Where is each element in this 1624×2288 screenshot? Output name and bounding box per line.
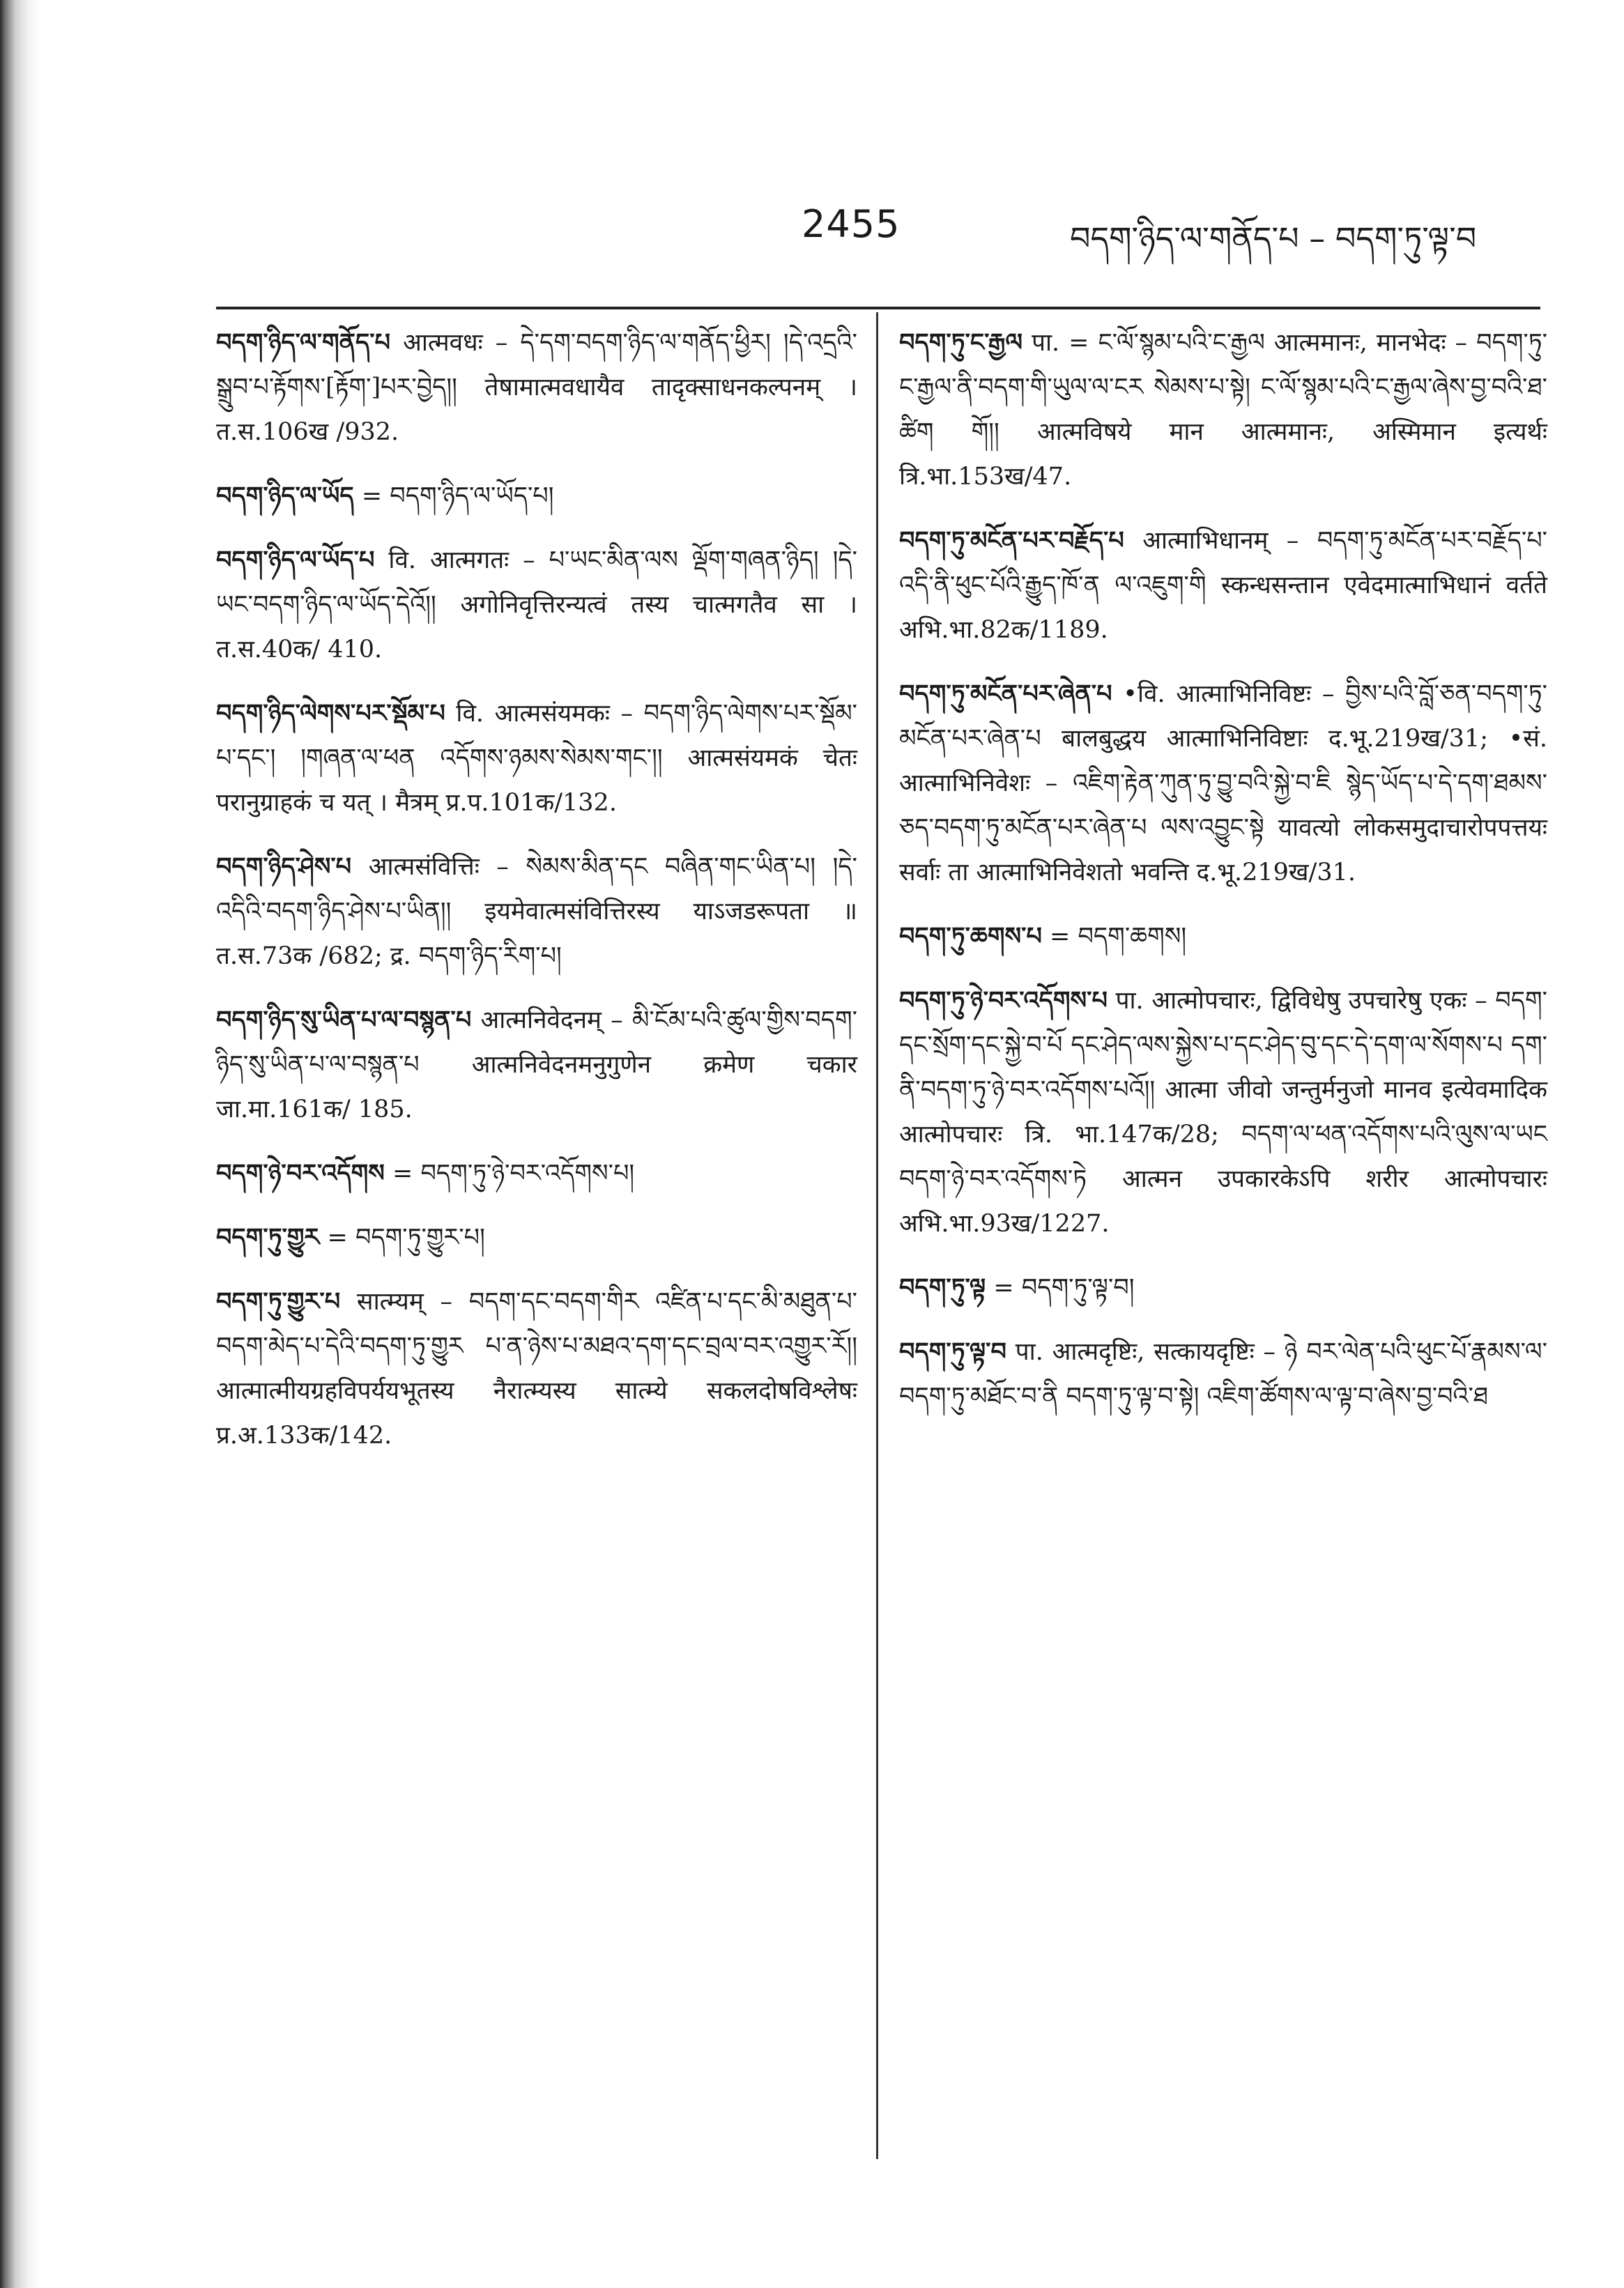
dictionary-entry (899, 1266, 1547, 1310)
dictionary-entry (216, 538, 857, 672)
entry-headword: བདག་ཏུ་ཆགས་པ (899, 922, 1042, 951)
entry-headword: བདག་ཏུ་མངོན་པར་བརྗོད་པ (899, 526, 1124, 555)
entry-body: आत्मवधः – དེ་དག་བདག་ཉིད་ལ་གནོད་ཕྱིར། །དེ་འདྲའི་སྒྲུབ་པ་རྟོགས་[རྟོག་]པར་བྱེད།། तेषामात्मवधायैव तादृक्साधनकल्पनम् । त.स.106ख /932. (216, 329, 857, 446)
entry-body: •वि. आत्माभिनिविष्टः – བྱིས་པའི་བློ་ཅན་བདག་ཏུ་མངོན་པར་ཞེན་པ बालबुद्धय आत्माभिनिविष्टाः द.भू.219ख/31; •सं. आत्माभिनिवेशः – འཇིག་རྟེན་ཀུན་ཏུ་བྱུ་བའི་སྐྱེ་བ་ཇི སྙེད་ཡོད་པ་དེ་དག་ཐམས་ཅད་བདག་ཏུ་མངོན་པར་ཞེན་པ ལས་འབྱུང་སྟེ यावत्यो लोकसमुदाचारोपपत्तयः सर्वाः ता आत्माभिनिवेशतो भवन्ति द.भू.219ख/31. (899, 680, 1547, 886)
left-column (216, 321, 857, 1477)
dictionary-entry (216, 1280, 857, 1458)
dictionary-entry (899, 914, 1547, 959)
entry-headword: བདག་ཏུ་མངོན་པར་ཞེན་པ (899, 680, 1112, 708)
entry-headword: བདག་ཏུ་ཉེ་བར་འདོགས་པ (899, 986, 1108, 1015)
dictionary-entry (216, 1215, 857, 1260)
entry-body: = བདག་ཏུ་ཉེ་བར་འདོགས་པ། (392, 1160, 635, 1188)
entry-headword: བདག་ཏུ་གྱུར (216, 1223, 320, 1252)
entry-body: वि. आत्मसंयमकः – བདག་ཉིད་ལེགས་པར་སྡོམ་པ་དང་། །གཞན་ལ་ཕན འདོགས་ཉམས་སེམས་གང་།། आत्मसंयमकं चेतः परानुग्राहकं च यत् । मैत्रम् प्र.प.101क/132. (216, 700, 857, 817)
running-head: བདག་ཉིད་ལ་གནོད་པ – བདག་ཏུ་ལྟ་བ (1070, 220, 1477, 257)
header-rule (216, 307, 1540, 309)
dictionary-entry (216, 474, 857, 519)
entry-headword: བདག་ཉིད་ལེགས་པར་སྡོམ་པ (216, 699, 445, 728)
dictionary-entry (899, 978, 1547, 1246)
entry-body: वि. आत्मगतः – པ་ཡང་མིན་ལས ལྡོག་གཞན་ཉིད། །དེ་ཡང་བདག་ཉིད་ལ་ཡོད་དེའོ།། अगोनिवृत्तिरन्यत्वं तस्य चात्मगतैव सा । त.स.40क/ 410. (216, 546, 857, 663)
entry-headword: བདག་ཉིད་ལ་གནོད་པ (216, 328, 391, 357)
entry-headword: བདག་ཏུ་ང་རྒྱལ (899, 328, 1023, 357)
right-column (899, 321, 1547, 1438)
entry-body: आत्मसंवित्तिः – སེམས་མིན་དང བཞིན་གང་ཡིན་པ། །དེ་འདིའི་བདག་ཉིད་ཤེས་པ་ཡིན།། इयमेवात्मसंवित्तिरस्य याऽजडरूपता ॥ त.स.73क /682; द्र. བདག་ཉིད་རིག་པ། (216, 853, 857, 970)
entry-headword: བདག་ཉིད་ལ་ཡོད་པ (216, 546, 375, 574)
column-divider (876, 312, 878, 2159)
entry-body: = བདག་ཆགས། (1050, 923, 1187, 951)
page-number: 2455 (802, 202, 901, 246)
dictionary-entry (216, 1151, 857, 1196)
entry-headword: བདག་ཏུ་གྱུར་པ (216, 1287, 341, 1316)
entry-body: पा. आत्मोपचारः, द्विविधेषु उपचारेषु एकः – བདག་དང་སྲོག་དང་སྐྱེ་བ་པོ དང་ཤེད་ལས་སྐྱེས་པ་དང་ཤེད་བུ་དང་དེ་དག་ལ་སོགས་པ དག་ནི་བདག་ཏུ་ཉེ་བར་འདོགས་པའོ།། आत्मा जीवो जन्तुर्मनुजो मानव इत्येवमादिक आत्मोपचारः त्रि. भा.147क/28; བདག་ལ་ཕན་འདོགས་པའི་ལུས་ལ་ཡང བདག་ཉེ་བར་འདོགས་ཏེ आत्मन उपकारकेऽपि शरीर आत्मोपचारः अभि.भा.93ख/1227. (899, 987, 1547, 1238)
dictionary-entry (899, 519, 1547, 652)
entry-body: पा. = ང་ལོ་སྙམ་པའི་ང་རྒྱལ आत्ममानः, मानभेदः – བདག་ཏུ་ང་རྒྱལ་ནི་བདག་གི་ཡུལ་ལ་ངར སེམས་པ་སྟེ། ང་ལོ་སྙམ་པའི་ང་རྒྱལ་ཞེས་བྱ་བའི་ཐ་ཚིག གོ།། आत्मविषये मान आत्ममानः, अस्मिमान इत्यर्थः त्रि.भा.153ख/47. (899, 329, 1547, 491)
book-binding-edge (0, 0, 42, 2288)
dictionary-entry (216, 321, 857, 454)
entry-body: आत्माभिधानम् – བདག་ཏུ་མངོན་པར་བརྗོད་པ་འདི་ནི་ཕུང་པོའི་རྒྱུད་ཁོ་ན ལ་འཇུག་གི स्कन्धसन्तान एवेदमात्माभिधानं वर्तते अभि.भा.82क/1189. (899, 527, 1547, 644)
entry-headword: བདག་ཉིད་ལ་ཡོད (216, 482, 354, 510)
dictionary-entry (899, 321, 1547, 499)
dictionary-entry (216, 998, 857, 1132)
entry-headword: བདག་ཉིད་སུ་ཡིན་པ་ལ་བསྙན་པ (216, 1006, 472, 1034)
entry-body: पा. आत्मदृष्टिः, सत्कायदृष्टिः – ཉེ བར་ལེན་པའི་ཕུང་པོ་རྣམས་ལ་བདག་ཏུ་མཐོང་བ་ནི བདག་ཏུ་ལྟ་བ་སྟེ། འཇིག་ཚོགས་ལ་ལྟ་བ་ཞེས་བྱ་བའི་ཐ (899, 1338, 1547, 1411)
entry-body: आत्मनिवेदनम् – མི་ངོམ་པའི་ཚུལ་གྱིས་བདག་ཉིད་སུ་ཡིན་པ་ལ་བསྙན་པ आत्मनिवेदनमनुगुणेन क्रमेण चकार जा.मा.161क/ 185. (216, 1006, 857, 1123)
dictionary-entry (216, 845, 857, 978)
entry-headword: བདག་ཏུ་ལྟ (899, 1273, 986, 1302)
dictionary-entry (216, 691, 857, 825)
entry-body: सात्म्यम् – བདག་དང་བདག་གིར འཛིན་པ་དང་མི་མཐུན་པ་བདག་མེད་པ་དེའི་བདག་ཏུ་གྱུར པ་ན་ཉེས་པ་མཐའ་དག་དང་བྲལ་བར་འགྱུར་རོ།། आत्मात्मीयग्रहविपर्ययभूतस्य नैरात्म्यस्य सात्म्ये सकलदोषविश्लेषः प्र.अ.133क/142. (216, 1288, 857, 1450)
dictionary-entry (899, 672, 1547, 895)
dictionary-entry (899, 1330, 1547, 1419)
entry-headword: བདག་ཏུ་ལྟ་བ (899, 1337, 1006, 1366)
entry-headword: བདག་ཉེ་བར་འདོགས (216, 1159, 385, 1188)
entry-headword: བདག་ཉིད་ཤེས་པ (216, 852, 352, 881)
entry-body: = བདག་ཏུ་ལྟ་བ། (993, 1274, 1135, 1302)
entry-body: = བདག་ཏུ་གྱུར་པ། (327, 1224, 485, 1252)
entry-body: = བདག་ཉིད་ལ་ཡོད་པ། (361, 482, 554, 510)
